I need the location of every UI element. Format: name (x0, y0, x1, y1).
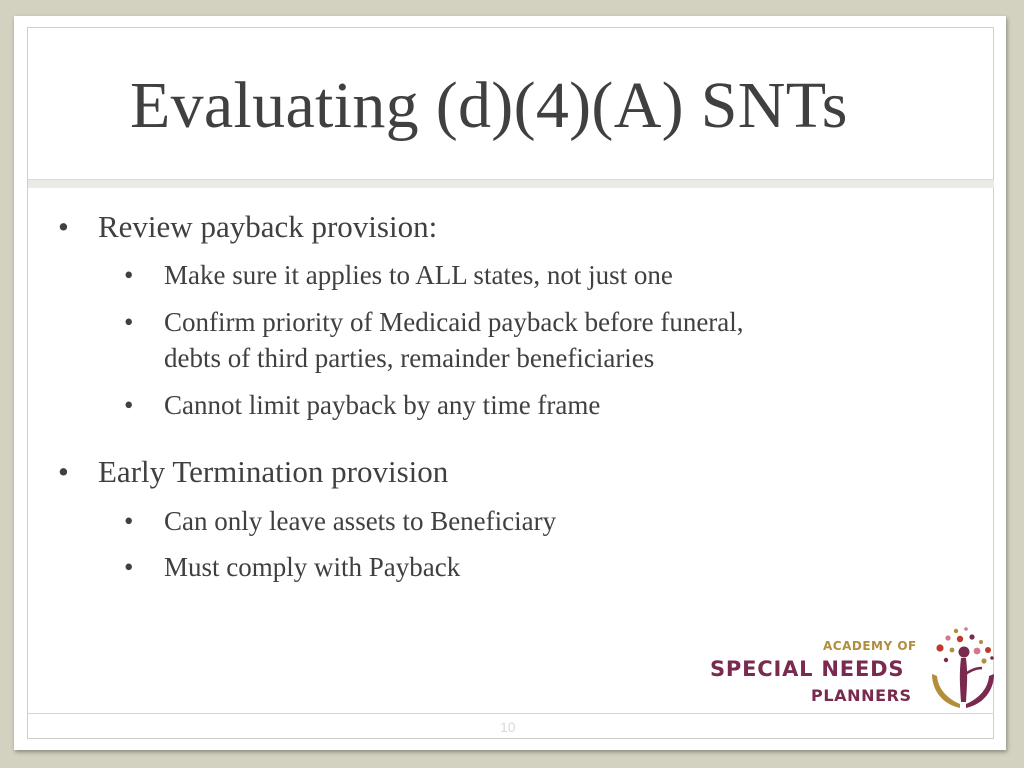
bullet-dot: • (58, 454, 69, 489)
logo-line-special-needs: SPECIAL NEEDS (710, 657, 905, 681)
bullet-dot: • (124, 390, 134, 420)
title-divider (28, 179, 994, 188)
bullet-text: Cannot limit payback by any time frame (164, 390, 601, 420)
bullet-text: Early Termination provision (98, 454, 449, 489)
tree-hands-icon (926, 624, 1000, 716)
bullet-dot: • (124, 307, 134, 337)
logo-line-planners: PLANNERS (811, 686, 912, 705)
page-number: 10 (500, 719, 516, 735)
bullet-text: Review payback provision: (98, 209, 438, 244)
bullet-text: Confirm priority of Medicaid payback before funeral, (164, 307, 744, 337)
academy-logo (710, 624, 1000, 716)
footer-divider (28, 713, 994, 714)
bullet-text: Can only leave assets to Beneficiary (164, 506, 557, 536)
slide (14, 16, 1006, 750)
bullet-dot: • (124, 506, 134, 536)
logo-line-academy: ACADEMY OF (823, 639, 917, 653)
bullet-dot: • (124, 552, 134, 582)
slide-title: Evaluating (d)(4)(A) SNTs (130, 69, 848, 142)
bullet-dot: • (124, 260, 134, 290)
bullet-text: Make sure it applies to ALL states, not just one (164, 260, 673, 290)
bullet-dot: • (58, 209, 69, 244)
bullet-text: Must comply with Payback (164, 552, 461, 582)
bullet-text: debts of third parties, remainder beneficiaries (164, 343, 655, 373)
